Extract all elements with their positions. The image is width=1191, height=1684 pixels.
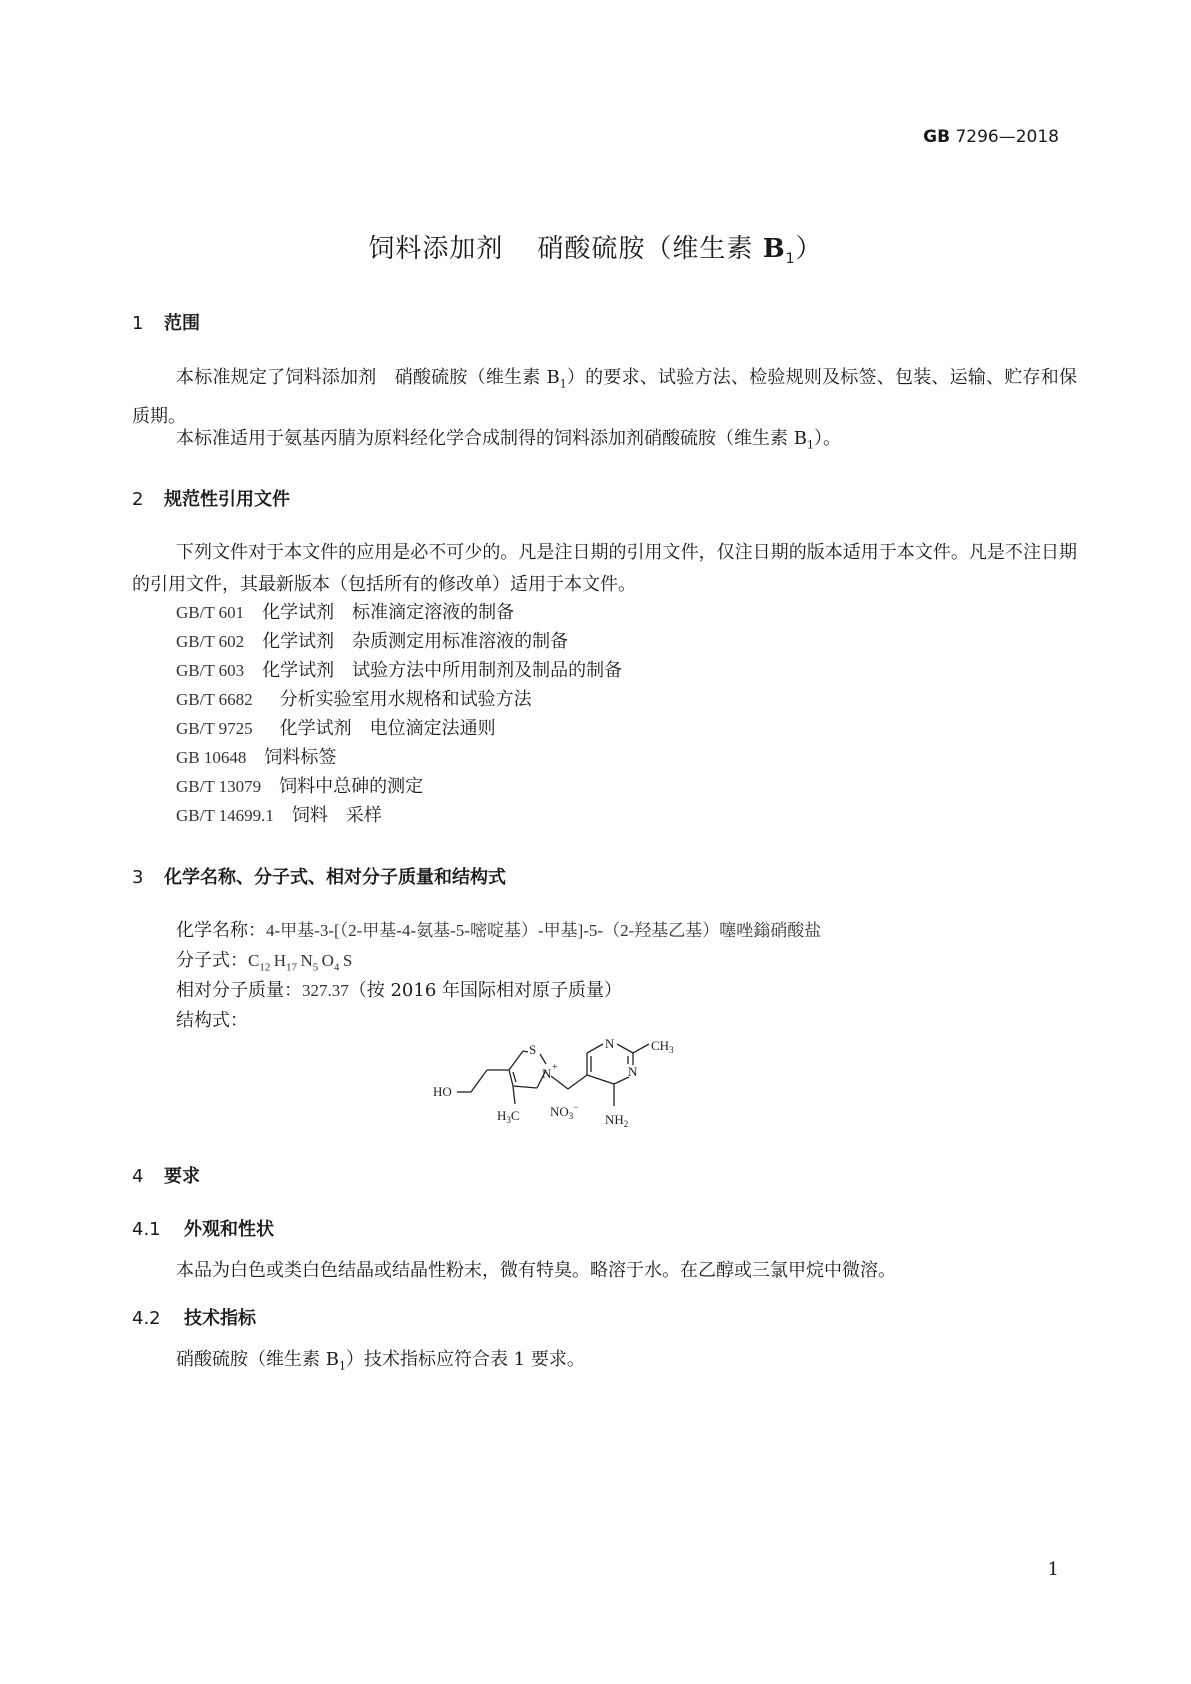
section-4-1-heading: 4.1 外观和性状 [132,1219,274,1240]
title-vitamin: B [762,234,786,264]
section-2-heading: 2 规范性引用文件 [132,489,290,510]
section-3-heading: 3 化学名称、分子式、相对分子质量和结构式 [132,867,506,888]
structure-n2: N [628,1064,638,1079]
title-vitamin-sub: 1 [785,251,796,268]
section-2-title: 规范性引用文件 [164,489,290,510]
section-4-title: 要求 [164,1166,200,1187]
structure-s: S [529,1042,537,1057]
standard-code: 7296—2018 [955,127,1059,147]
reference-item: GB/T 603 化学试剂 试验方法中所用制剂及制品的制备 [176,660,623,681]
structure-nh2: $NH_2$ [605,1112,629,1129]
section-1-paragraph-2: 本标准适用于氨基丙腈为原料经化学合成制得的饲料添加剂硝酸硫胺（维生素 $B_1$）。 [176,428,841,452]
section-4-heading: 4 要求 [132,1166,200,1187]
reference-item: GB/T 9725 化学试剂 电位滴定法通则 [176,718,496,739]
standard-number [923,127,1059,147]
reference-item: GB/T 13079 饲料中总砷的测定 [176,776,424,797]
structure-ch3: $CH_3$ [651,1038,674,1055]
reference-item: GB/T 6682 分析实验室用水规格和试验方法 [176,689,532,710]
structure-ho: HO [433,1084,452,1099]
section-1-title: 范围 [164,313,200,334]
section-4-2-heading: 4.2 技术指标 [132,1308,256,1329]
section-3-title: 化学名称、分子式、相对分子质量和结构式 [164,867,506,888]
reference-item: GB 10648 饲料标签 [176,747,337,768]
structure-h3c: $H_3C$ [497,1108,520,1125]
structure-plus: + [552,1062,558,1073]
reference-item: GB/T 601 化学试剂 标准滴定溶液的制备 [176,602,515,623]
section-2-intro: 下列文件对于本文件的应用是必不可少的。凡是注日期的引用文件，仅注日期的版本适用于本文件。凡是不注日期的引用文件，其最新版本（包括所有的修改单）适用于本文件。 [132,542,1077,595]
standard-prefix: GB [923,127,951,147]
section-4-1-title: 外观和性状 [184,1219,274,1240]
molecular-formula: 分子式：$C_{12}$ $H_{17}$ $N_5$ $O_4$ S [176,950,353,974]
chemical-name: 化学名称：4-甲基-3-[（2-甲基-4-氨基-5-嘧啶基）-甲基]-5-（2-羟基乙基）噻唑鎓硝酸盐 [176,920,822,941]
title-part1: 饲料添加剂 [368,234,504,264]
title-close: ） [795,234,823,264]
page-number: 1 [1047,1559,1059,1580]
reference-item: GB/T 602 化学试剂 杂质测定用标准溶液的制备 [176,631,569,652]
structure-n1: N [605,1036,615,1051]
section-1-heading: 1 范围 [132,313,200,334]
structural-formula-diagram [425,1030,690,1130]
structure-no3: $NO_3^-$ [550,1102,579,1121]
section-1-paragraph-1: 本标准规定了饲料添加剂 硝酸硫胺（维生素 $B_1$）的要求、试验方法、检验规则及标签、包装、运输、贮存和保质期。 [132,367,1077,427]
title-part2: 硝酸硫胺（维生素 [537,234,754,264]
structure-n-plus: N [542,1066,552,1081]
section-4-2-title: 技术指标 [184,1308,256,1329]
reference-item: GB/T 14699.1 饲料 采样 [176,805,382,826]
structure-label: 结构式： [176,1010,248,1031]
molecular-mass: 相对分子质量：327.37（按 2016 年国际相对原子质量） [176,980,623,1001]
section-4-1-text: 本品为白色或类白色结晶或结晶性粉末，微有特臭。略溶于水。在乙醇或三氯甲烷中微溶。 [176,1260,896,1281]
document-title [0,228,1191,267]
section-4-2-text: 硝酸硫胺（维生素 $B_1$）技术指标应符合表 1 要求。 [176,1349,585,1373]
